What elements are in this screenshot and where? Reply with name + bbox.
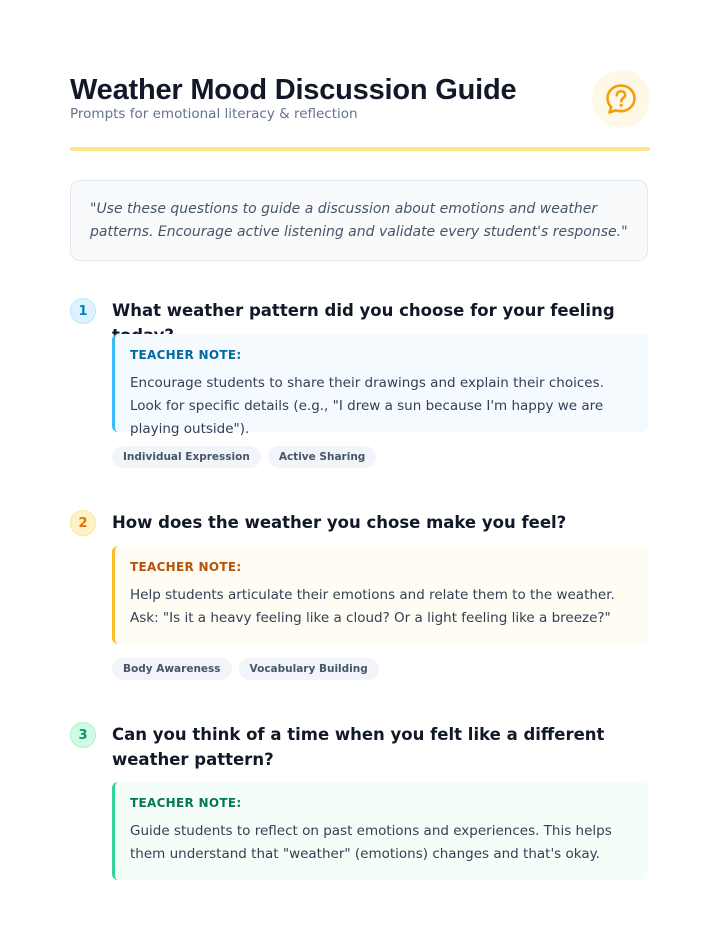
question-text: What weather pattern did you choose for your feeling [112,301,615,320]
tag: Body Awareness [112,658,232,680]
tag: Vocabulary Building [239,658,379,680]
header-divider [70,147,650,151]
teacher-note-label: TEACHER NOTE: [130,348,242,362]
teacher-note-label: TEACHER NOTE: [130,560,242,574]
question-text: How does the weather you chose make you feel? [112,513,567,532]
teacher-note-text: Guide students to reflect on past emotions and experiences. This helps them understand that "weather" (emotions) changes and that's okay. [130,823,612,862]
question-bubble-icon [604,82,638,116]
teacher-note-label: TEACHER NOTE: [130,796,242,810]
teacher-note [112,782,648,880]
page-title: Weather Mood Discussion Guide [70,74,517,106]
teacher-note [112,334,648,437]
header-badge [592,70,650,128]
teacher-note-text: Encourage students to share their drawings and explain their choices. Look for specific details (e.g., "I drew a sun because I'm happy we are playing outside"). [130,375,604,437]
question-text: Can you think of a time when you felt like a different weather pattern? [112,725,605,769]
intro-quote-text: "Use these questions to guide a discussion about emotions and weather patterns. Encourage active listening and validate every student's response." [90,201,628,240]
tag: Individual Expression [112,446,261,468]
question-number: 1 [70,298,96,324]
question-number: 2 [70,510,96,536]
question-number: 3 [70,722,96,748]
tag-list [112,658,379,680]
teacher-note-text: Help students articulate their emotions and relate them to the weather. Ask: "Is it a heavy feeling like a cloud? Or a light feeling like a breeze?" [130,587,615,626]
intro-quote [70,180,648,261]
tag-list [112,446,376,468]
tag: Active Sharing [268,446,376,468]
teacher-note [112,546,648,644]
page-subtitle: Prompts for emotional literacy & reflection [70,106,358,122]
header [70,68,650,128]
